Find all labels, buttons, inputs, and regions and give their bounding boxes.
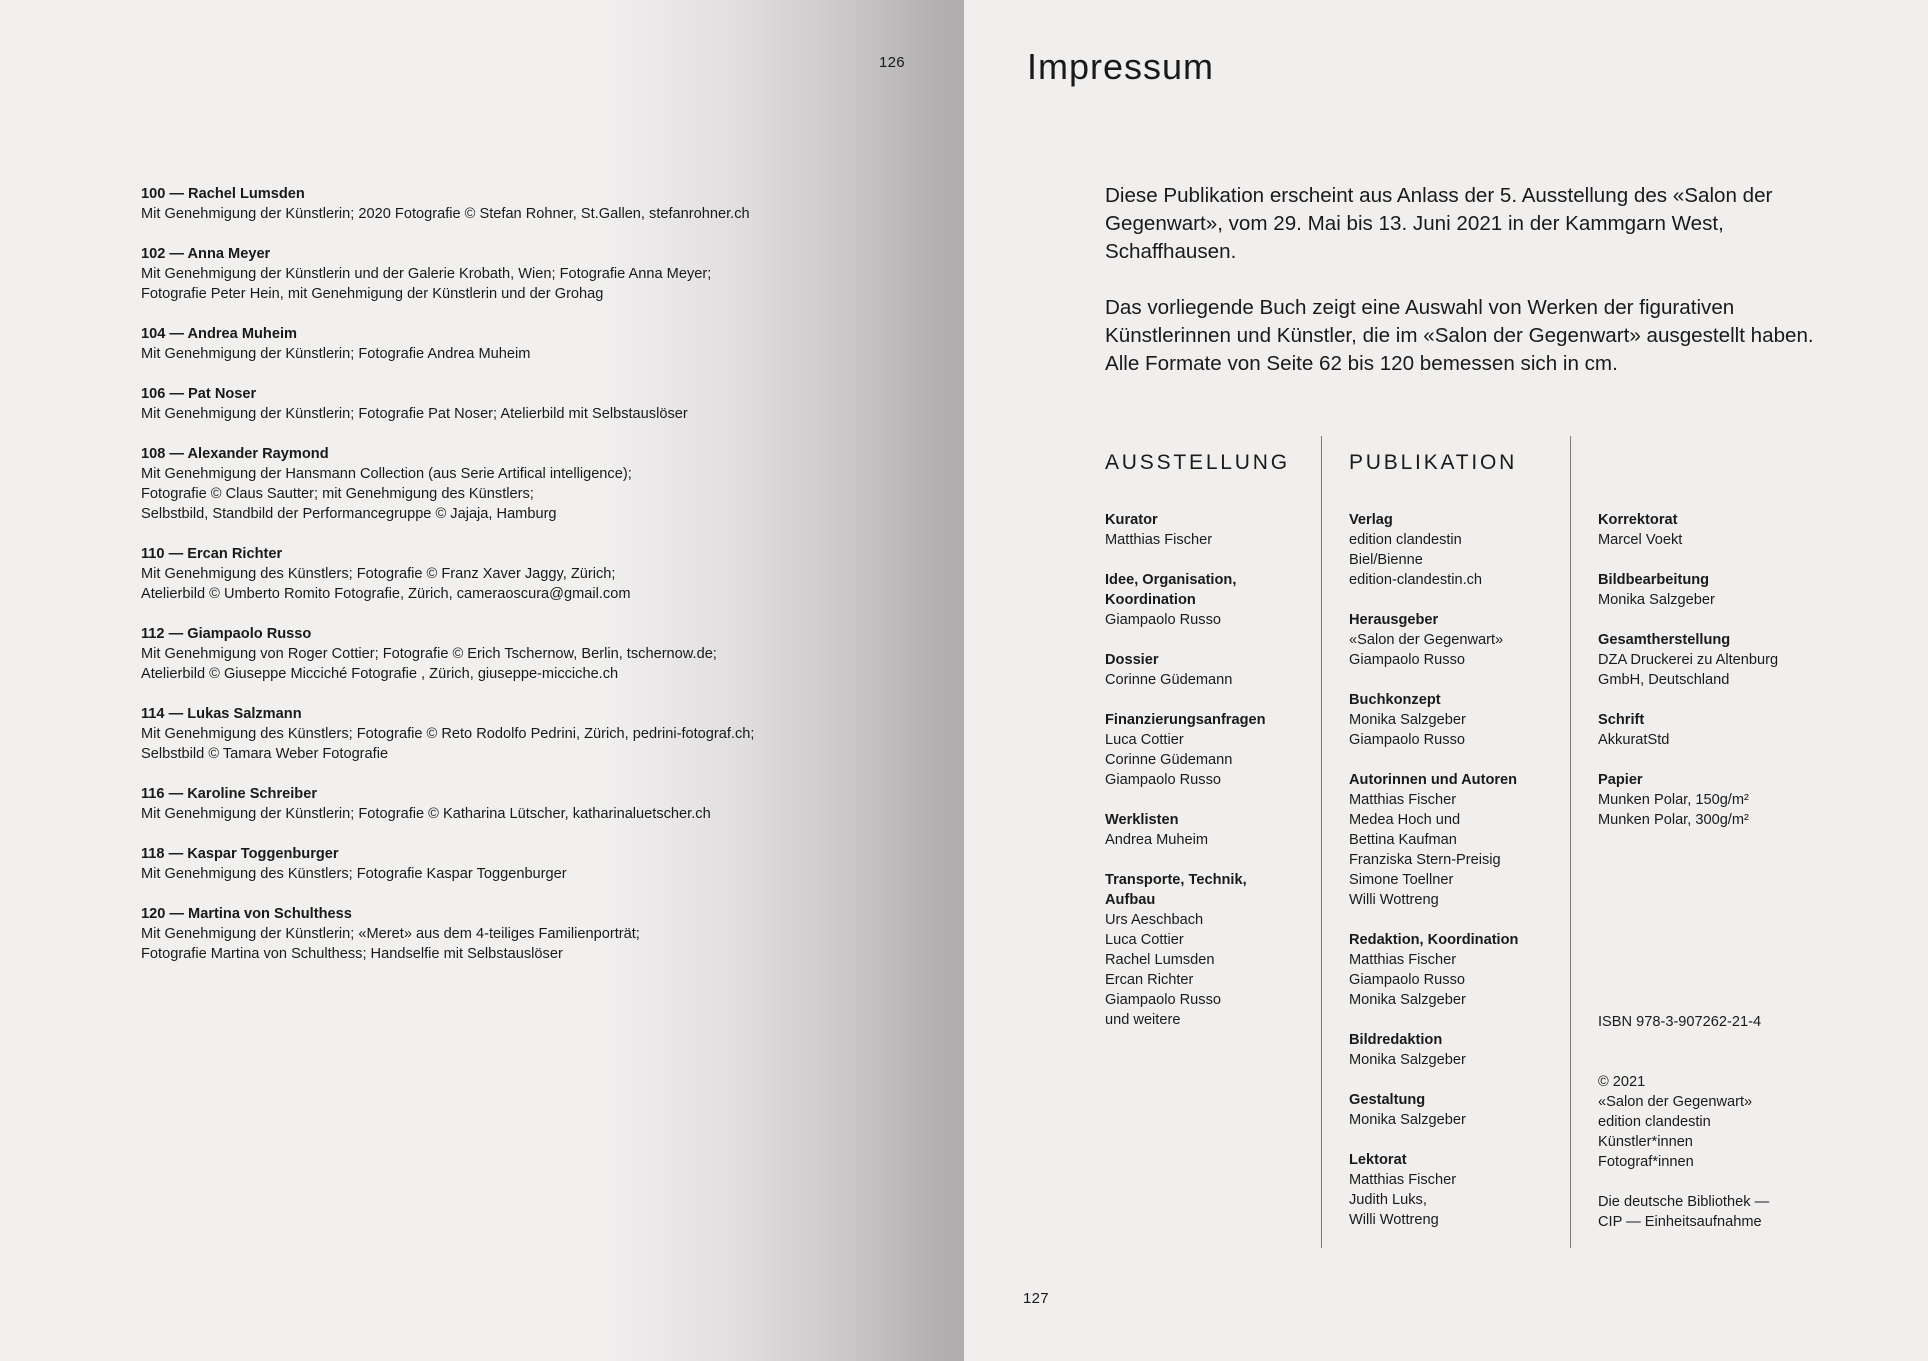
- credit-line: Fotografie © Claus Sautter; mit Genehmigung des Künstlers;: [141, 486, 534, 502]
- credit-group: [1349, 1090, 1589, 1130]
- group-item: Monika Salzgeber: [1598, 592, 1715, 608]
- group-item: Simone Toellner: [1349, 872, 1454, 888]
- credit-entry: [141, 844, 861, 884]
- credit-entry: [141, 184, 861, 224]
- group-item: Giampaolo Russo: [1349, 732, 1465, 748]
- group-item: Monika Salzgeber: [1349, 992, 1466, 1008]
- credit-title: 110 — Ercan Richter: [141, 546, 283, 562]
- credit-title: 112 — Giampaolo Russo: [141, 626, 312, 642]
- group-label: Aufbau: [1105, 892, 1156, 908]
- credit-title: 104 — Andrea Muheim: [141, 326, 297, 342]
- credit-title: 118 — Kaspar Toggenburger: [141, 846, 339, 862]
- group-label: Redaktion, Koordination: [1349, 932, 1519, 948]
- group-item: Willi Wottreng: [1349, 892, 1439, 908]
- credit-line: Mit Genehmigung der Künstlerin; 2020 Fotografie © Stefan Rohner, St.Gallen, stefanrohner.ch: [141, 206, 750, 222]
- credit-line: Atelierbild © Umberto Romito Fotografie, Zürich, cameraoscura@gmail.com: [141, 586, 631, 602]
- credit-line: Mit Genehmigung der Künstlerin; Fotografie Andrea Muheim: [141, 346, 531, 362]
- group-label: Idee, Organisation,: [1105, 572, 1237, 588]
- credit-group: [1349, 930, 1589, 1010]
- column-heading-spacer: [1598, 450, 1838, 510]
- credit-line: Mit Genehmigung der Künstlerin; «Meret» aus dem 4-teiliges Familienporträt;: [141, 926, 640, 942]
- group-label: Korrektorat: [1598, 512, 1678, 528]
- credit-line: Mit Genehmigung des Künstlers; Fotografie © Reto Rodolfo Pedrini, Zürich, pedrini-fotograf.ch;: [141, 726, 755, 742]
- intro-paragraph: Das vorliegende Buch zeigt eine Auswahl von Werken der figurativen Künstlerinnen und Künstler, die im «Salon der Gegenwart» ausgestellt haben. Alle Formate von Seite 62 bis 120 bemessen sich in cm.: [1105, 296, 1814, 375]
- page-title: Impressum: [1027, 46, 1215, 87]
- group-label: Transporte, Technik,: [1105, 872, 1247, 888]
- credit-entry: [141, 624, 861, 684]
- group-item: Monika Salzgeber: [1349, 1052, 1466, 1068]
- group-item: Giampaolo Russo: [1105, 992, 1221, 1008]
- credit-group: [1105, 570, 1345, 630]
- copyright-line: Künstler*innen: [1598, 1134, 1693, 1150]
- group-item: edition-clandestin.ch: [1349, 572, 1483, 588]
- group-label: Gesamtherstellung: [1598, 632, 1731, 648]
- credit-line: Mit Genehmigung der Künstlerin und der Galerie Krobath, Wien; Fotografie Anna Meyer;: [141, 266, 712, 282]
- credit-group: [1598, 770, 1838, 830]
- group-item: Giampaolo Russo: [1105, 772, 1221, 788]
- group-label: Bildredaktion: [1349, 1032, 1443, 1048]
- credit-entry: [141, 444, 861, 524]
- group-label: Buchkonzept: [1349, 692, 1441, 708]
- page-number-right: 127: [1023, 1290, 1049, 1307]
- group-item: Matthias Fischer: [1349, 952, 1457, 968]
- cip-line: Die deutsche Bibliothek —: [1598, 1194, 1770, 1210]
- credit-entry: [141, 904, 861, 964]
- group-item: edition clandestin: [1349, 532, 1462, 548]
- credit-entry: [141, 324, 861, 364]
- credit-group: [1349, 510, 1589, 590]
- group-label: Gestaltung: [1349, 1092, 1426, 1108]
- group-label: Verlag: [1349, 512, 1393, 528]
- group-item: GmbH, Deutschland: [1598, 672, 1730, 688]
- credit-group: [1349, 690, 1589, 750]
- credit-title: 114 — Lukas Salzmann: [141, 706, 302, 722]
- credit-line: Selbstbild, Standbild der Performancegruppe © Jajaja, Hamburg: [141, 506, 557, 522]
- credit-group: [1105, 650, 1345, 690]
- group-label: Dossier: [1105, 652, 1159, 668]
- credit-group: [1349, 1030, 1589, 1070]
- group-item: Biel/Bienne: [1349, 552, 1423, 568]
- credit-entry: [141, 384, 861, 424]
- credit-title: 120 — Martina von Schulthess: [141, 906, 352, 922]
- credit-line: Mit Genehmigung von Roger Cottier; Fotografie © Erich Tschernow, Berlin, tschernow.de;: [141, 646, 717, 662]
- group-item: «Salon der Gegenwart»: [1349, 632, 1504, 648]
- intro-text: [1105, 182, 1825, 406]
- group-item: Andrea Muheim: [1105, 832, 1209, 848]
- copyright-line: edition clandestin: [1598, 1114, 1711, 1130]
- credit-group: [1105, 510, 1345, 550]
- group-item: Giampaolo Russo: [1349, 652, 1465, 668]
- group-item: Matthias Fischer: [1349, 792, 1457, 808]
- intro-paragraph: Diese Publikation erscheint aus Anlass der 5. Ausstellung des «Salon der Gegenwart», vom 29. Mai bis 13. Juni 2021 in der Kammgarn West, Schaffhausen.: [1105, 184, 1773, 263]
- credit-group: [1349, 770, 1589, 910]
- column-ausstellung: [1105, 450, 1345, 1050]
- group-item: Matthias Fischer: [1105, 532, 1213, 548]
- column-heading: PUBLIKATION: [1349, 451, 1518, 474]
- cip-line: CIP — Einheitsaufnahme: [1598, 1214, 1762, 1230]
- credit-group: [1105, 870, 1345, 1030]
- group-label: Schrift: [1598, 712, 1645, 728]
- credit-group: [1598, 570, 1838, 610]
- credit-group: [1598, 630, 1838, 690]
- credit-entry: [141, 784, 861, 824]
- group-item: Monika Salzgeber: [1349, 712, 1466, 728]
- column-publikation: [1349, 450, 1589, 1250]
- copyright-line: Fotograf*innen: [1598, 1154, 1694, 1170]
- image-credits-list: [141, 184, 861, 984]
- page-number-left: 126: [879, 54, 905, 71]
- group-item: Monika Salzgeber: [1349, 1112, 1466, 1128]
- group-label: Autorinnen und Autoren: [1349, 772, 1518, 788]
- group-label: Herausgeber: [1349, 612, 1439, 628]
- cip-notice: [1598, 1192, 1769, 1232]
- credit-line: Fotografie Martina von Schulthess; Handselfie mit Selbstauslöser: [141, 946, 563, 962]
- group-item: Matthias Fischer: [1349, 1172, 1457, 1188]
- group-label: Werklisten: [1105, 812, 1179, 828]
- credit-entry: [141, 704, 861, 764]
- credit-line: Fotografie Peter Hein, mit Genehmigung der Künstlerin und der Grohag: [141, 286, 604, 302]
- group-item: AkkuratStd: [1598, 732, 1670, 748]
- credit-entry: [141, 244, 861, 304]
- group-item: Ercan Richter: [1105, 972, 1194, 988]
- credit-line: Mit Genehmigung des Künstlers; Fotografie Kaspar Toggenburger: [141, 866, 567, 882]
- group-item: Franziska Stern-Preisig: [1349, 852, 1501, 868]
- credit-title: 116 — Karoline Schreiber: [141, 786, 318, 802]
- group-item: Luca Cottier: [1105, 732, 1184, 748]
- credit-line: Mit Genehmigung der Hansmann Collection (aus Serie Artifical intelligence);: [141, 466, 632, 482]
- group-item: Marcel Voekt: [1598, 532, 1683, 548]
- group-item: Judith Luks,: [1349, 1192, 1427, 1208]
- credit-group: [1598, 710, 1838, 750]
- credit-line: Mit Genehmigung der Künstlerin; Fotografie Pat Noser; Atelierbild mit Selbstauslöser: [141, 406, 688, 422]
- group-item: Medea Hoch und: [1349, 812, 1461, 828]
- group-label: Bildbearbeitung: [1598, 572, 1710, 588]
- column-production: [1598, 450, 1838, 850]
- credit-group: [1349, 1150, 1589, 1230]
- credit-group: [1105, 810, 1345, 850]
- group-label: Kurator: [1105, 512, 1158, 528]
- group-item: und weitere: [1105, 1012, 1181, 1028]
- group-item: Urs Aeschbach: [1105, 912, 1204, 928]
- group-label: Koordination: [1105, 592, 1196, 608]
- group-item: Rachel Lumsden: [1105, 952, 1215, 968]
- credit-group: [1598, 510, 1838, 550]
- group-item: Munken Polar, 300g/m²: [1598, 812, 1749, 828]
- copyright-line: «Salon der Gegenwart»: [1598, 1094, 1753, 1110]
- group-item: Willi Wottreng: [1349, 1212, 1439, 1228]
- credit-group: [1105, 710, 1345, 790]
- group-item: Bettina Kaufman: [1349, 832, 1457, 848]
- group-item: Giampaolo Russo: [1105, 612, 1221, 628]
- group-item: Corinne Güdemann: [1105, 672, 1233, 688]
- credit-title: 108 — Alexander Raymond: [141, 446, 329, 462]
- credit-group: [1349, 610, 1589, 670]
- group-item: Giampaolo Russo: [1349, 972, 1465, 988]
- copyright-line: © 2021: [1598, 1074, 1646, 1090]
- credit-title: 100 — Rachel Lumsden: [141, 186, 305, 202]
- column-heading: AUSSTELLUNG: [1105, 451, 1290, 474]
- group-label: Papier: [1598, 772, 1643, 788]
- credit-entry: [141, 544, 861, 604]
- credit-line: Mit Genehmigung der Künstlerin; Fotografie © Katharina Lütscher, katharinaluetscher.ch: [141, 806, 711, 822]
- group-item: Munken Polar, 150g/m²: [1598, 792, 1749, 808]
- isbn: ISBN 978-3-907262-21-4: [1598, 1014, 1762, 1030]
- group-label: Lektorat: [1349, 1152, 1407, 1168]
- copyright-notice: [1598, 1072, 1752, 1172]
- group-item: Corinne Güdemann: [1105, 752, 1233, 768]
- credit-line: Mit Genehmigung des Künstlers; Fotografie © Franz Xaver Jaggy, Zürich;: [141, 566, 616, 582]
- credit-title: 106 — Pat Noser: [141, 386, 257, 402]
- credit-line: Selbstbild © Tamara Weber Fotografie: [141, 746, 389, 762]
- credit-title: 102 — Anna Meyer: [141, 246, 271, 262]
- group-item: Luca Cottier: [1105, 932, 1184, 948]
- credit-line: Atelierbild © Giuseppe Micciché Fotografie , Zürich, giuseppe-micciche.ch: [141, 666, 619, 682]
- group-item: DZA Druckerei zu Altenburg: [1598, 652, 1779, 668]
- group-label: Finanzierungsanfragen: [1105, 712, 1266, 728]
